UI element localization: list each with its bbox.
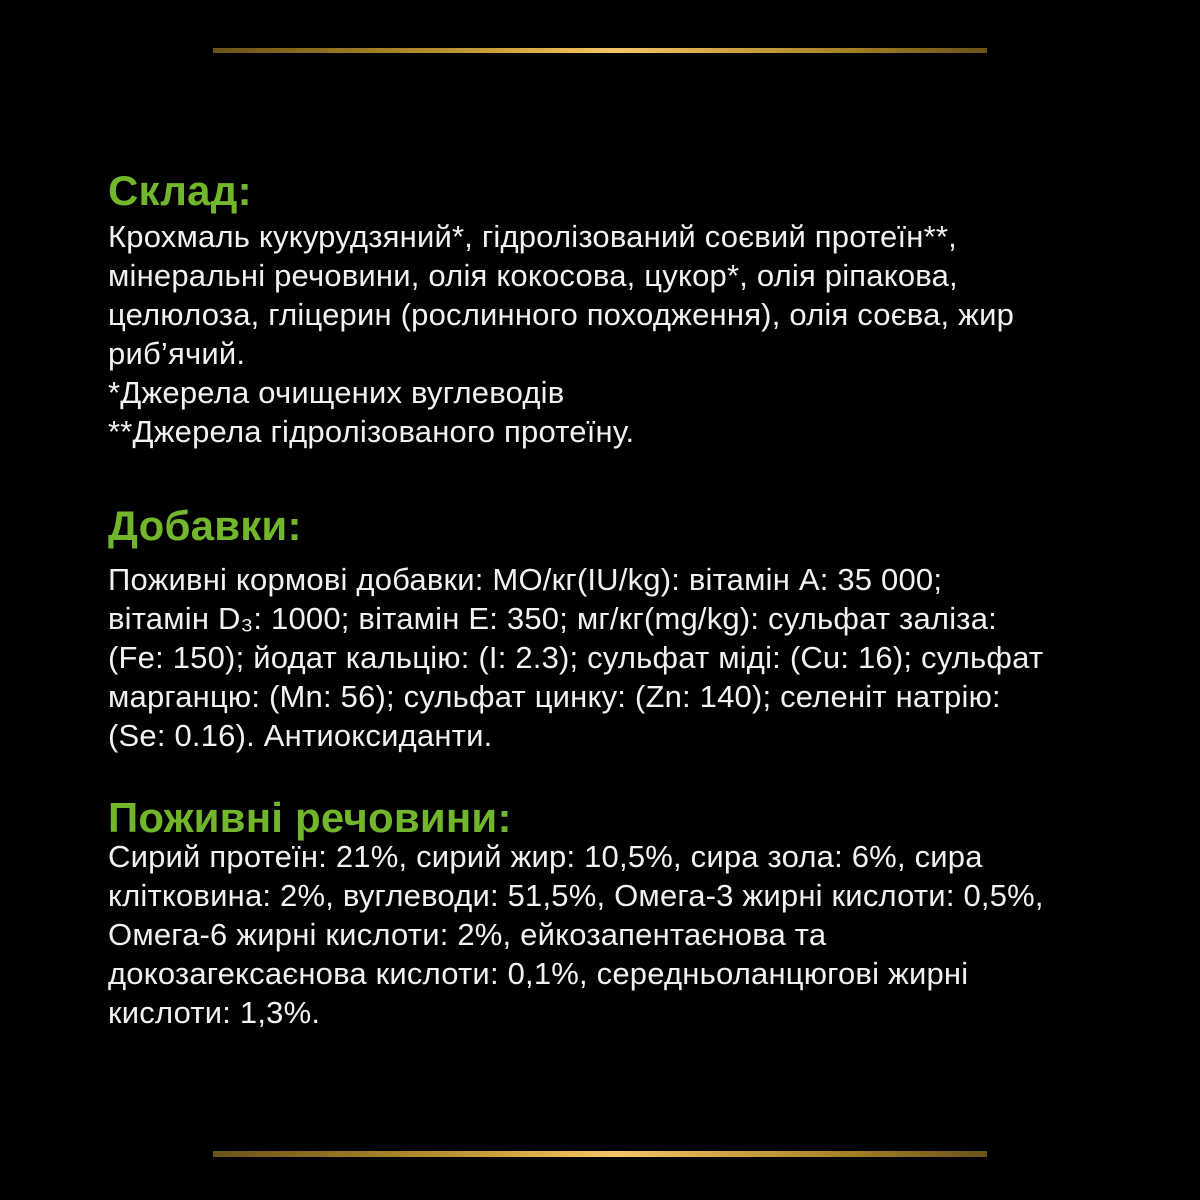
composition-footnote: **Джерела гідролізованого протеїну. [108,414,635,449]
composition-line: мінеральні речовини, олія кокосова, цукор*, олія ріпакова, [108,258,958,293]
nutrients-line: кислоти: 1,3%. [108,995,321,1030]
gold-divider-bottom [213,1151,987,1157]
composition-footnote: *Джерела очищених вуглеводів [108,375,565,410]
nutrients-line: клітковина: 2%, вуглеводи: 51,5%, Омега-3 жирні кислоти: 0,5%, [108,878,1044,913]
section-heading-composition: Склад: [108,167,252,214]
composition-line: целюлоза, гліцерин (рослинного походження), олія соєва, жир [108,297,1015,332]
section-heading-additives: Добавки: [108,502,302,549]
nutrients-line: Омега-6 жирні кислоти: 2%, ейкозапентаєнова та [108,917,827,952]
composition-line: риб’ячий. [108,336,246,371]
additives-line: (Fe: 150); йодат кальцію: (I: 2.3); сульфат міді: (Cu: 16); сульфат [108,640,1044,675]
nutrients-line: докозагексаєнова кислоти: 0,1%, середньоланцюгові жирні [108,956,969,991]
composition-text [108,217,1014,451]
nutrients-line: Сирий протеїн: 21%, сирий жир: 10,5%, сира зола: 6%, сира [108,839,983,874]
additives-text [108,560,1043,755]
gold-divider-top [213,48,987,53]
additives-line: (Se: 0.16). Антиоксиданти. [108,718,493,753]
composition-line: Крохмаль кукурудзяний*, гідролізований соєвий протеїн**, [108,219,957,254]
additives-line: Поживні кормові добавки: МО/кг(IU/kg): вітамін A: 35 000; [108,562,943,597]
additives-line: вітамін D₃: 1000; вітамін E: 350; мг/кг(mg/kg): сульфат заліза: [108,601,997,636]
section-heading-nutrients: Поживні речовини: [108,794,512,841]
additives-line: марганцю: (Mn: 56); сульфат цинку: (Zn: 140); селеніт натрію: [108,679,1001,714]
nutrients-text [108,837,1044,1032]
